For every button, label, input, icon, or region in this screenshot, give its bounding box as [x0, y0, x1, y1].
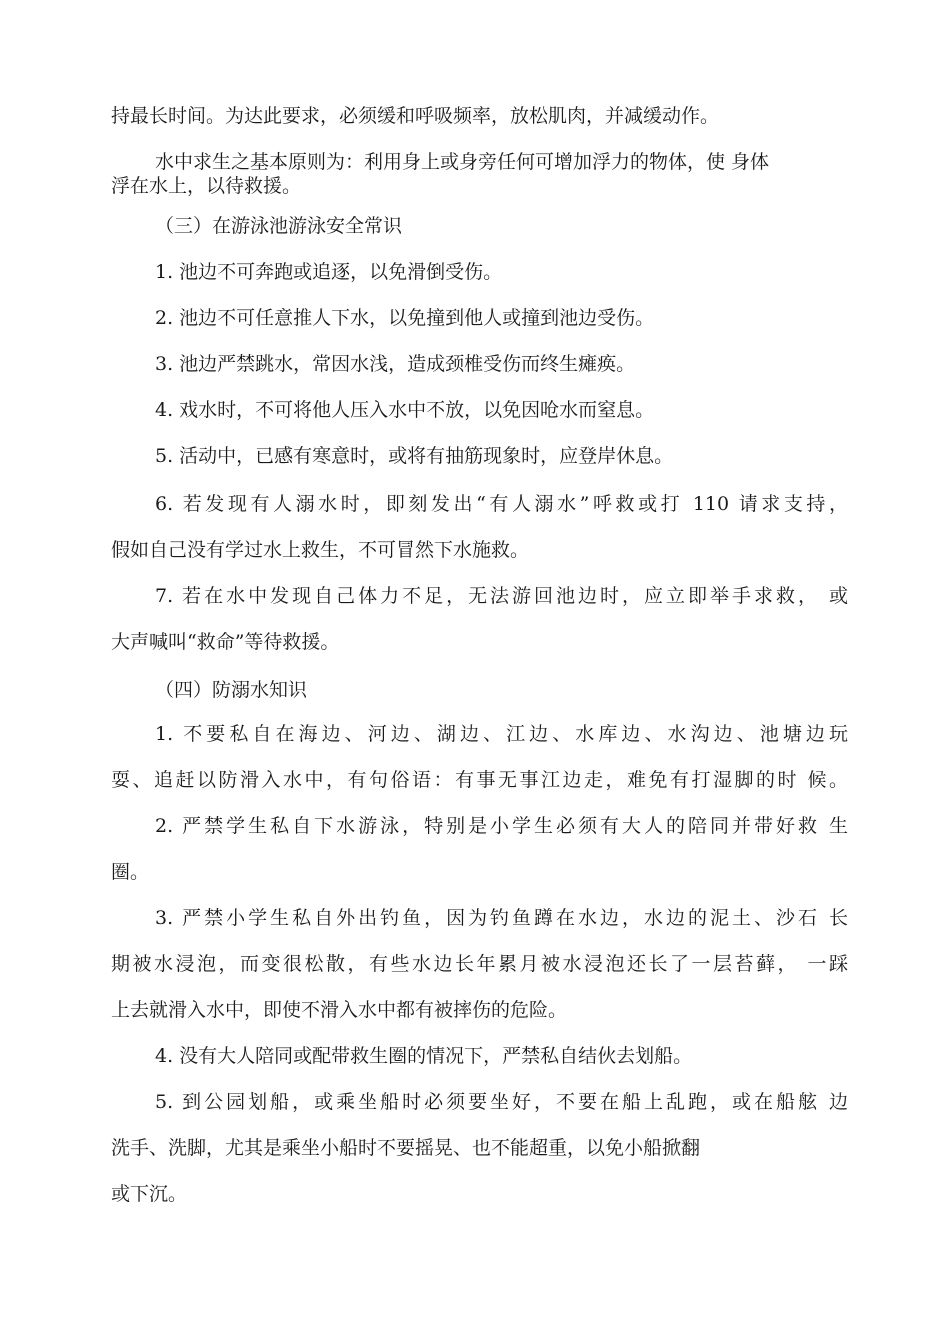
- list-item: 2. 池边不可任意推人下水，以免撞到他人或撞到池边受伤。: [155, 307, 655, 329]
- list-item-continuation: 洗手、洗脚，尤其是乘坐小船时不要摇晃、也不能超重，以免小船掀翻: [111, 1137, 701, 1159]
- list-item: 4. 戏水时，不可将他人压入水中不放，以免因呛水而窒息。: [155, 399, 655, 421]
- paragraph-line: 浮在水上，以待救援。: [111, 175, 302, 197]
- list-item: 5. 活动中，已感有寒意时，或将有抽筋现象时，应登岸休息。: [155, 445, 674, 467]
- list-item-continuation: 圈。: [111, 861, 150, 883]
- list-item-continuation: 大声喊叫“救命”等待救援。: [111, 631, 340, 653]
- paragraph-line: 持最长时间。为达此要求，必须缓和呼吸频率，放松肌肉，并减缓动作。: [111, 105, 720, 127]
- list-item: 1. 不要私自在海边、河边、湖边、江边、水库边、水沟边、池塘边玩: [155, 723, 848, 745]
- list-item: 4. 没有大人陪同或配带救生圈的情况下，严禁私自结伙去划船。: [155, 1045, 693, 1067]
- list-item-continuation: 或下沉。: [111, 1183, 188, 1205]
- list-item: 6. 若发现有人溺水时，即刻发出“有人溺水”呼救或打 110 请求支持，: [155, 493, 848, 515]
- list-item: 5. 到公园划船，或乘坐船时必须要坐好，不要在船上乱跑，或在船舷 边: [155, 1091, 848, 1113]
- list-item-continuation: 耍、追赶以防滑入水中，有句俗语：有事无事江边走，难免有打湿脚的时 候。: [111, 769, 848, 791]
- paragraph-line: 水中求生之基本原则为：利用身上或身旁任何可增加浮力的物体，使 身体: [155, 151, 770, 173]
- list-item: 1. 池边不可奔跑或追逐，以免滑倒受伤。: [155, 261, 503, 283]
- list-item: 7. 若在水中发现自己体力不足，无法游回池边时，应立即举手求救， 或: [155, 585, 848, 607]
- list-item: 2. 严禁学生私自下水游泳，特别是小学生必须有大人的陪同并带好救 生: [155, 815, 848, 837]
- list-item: 3. 严禁小学生私自外出钓鱼，因为钓鱼蹲在水边，水边的泥土、沙石 长: [155, 907, 848, 929]
- list-item-continuation: 期被水浸泡，而变很松散，有些水边长年累月被水浸泡还长了一层苔藓， 一踩: [111, 953, 848, 975]
- section-heading: （四）防溺水知识: [155, 679, 308, 701]
- section-heading: （三）在游泳池游泳安全常识: [155, 215, 403, 237]
- list-item: 3. 池边严禁跳水，常因水浅，造成颈椎受伤而终生瘫痪。: [155, 353, 636, 375]
- list-item-continuation: 假如自己没有学过水上救生，不可冒然下水施救。: [111, 539, 530, 561]
- list-item-continuation: 上去就滑入水中，即使不滑入水中都有被摔伤的危险。: [111, 999, 568, 1021]
